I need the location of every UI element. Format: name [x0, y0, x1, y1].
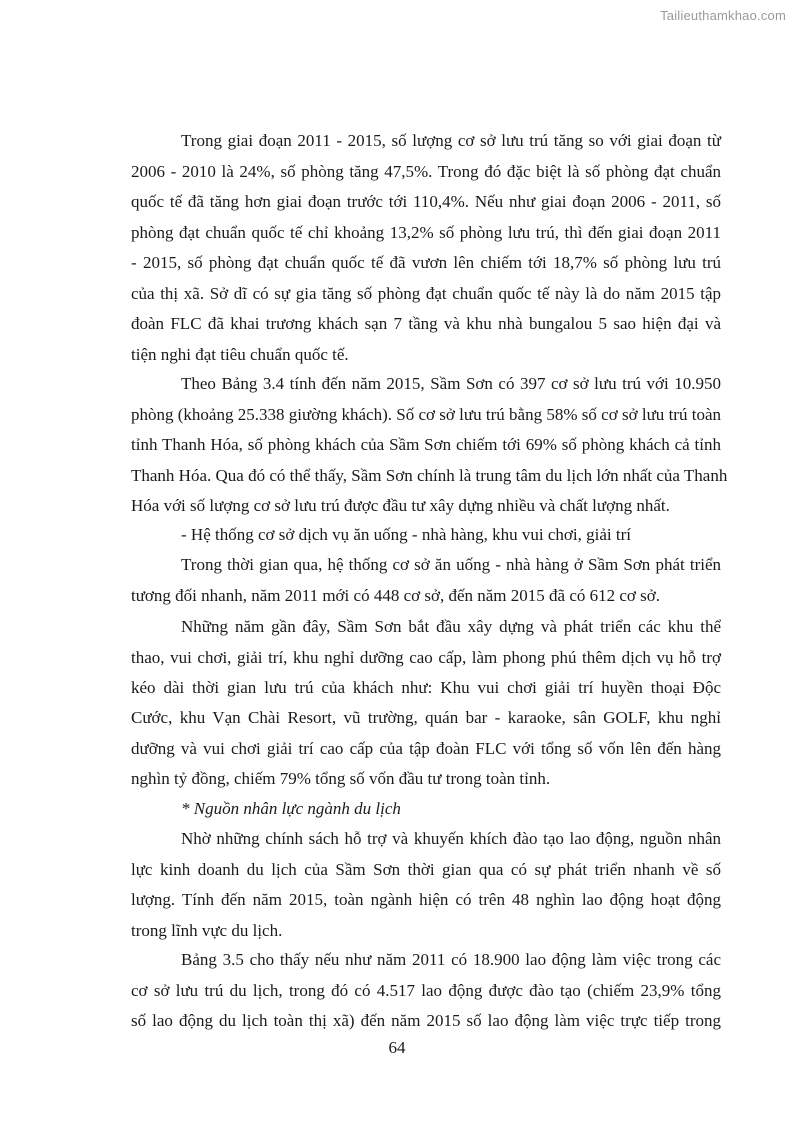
- paragraph-line: thao, vui chơi, giải trí, khu nghỉ dưỡng cao cấp, làm phong phú thêm dịch vụ hỗ trợ: [131, 648, 721, 667]
- paragraph-line: tỉnh Thanh Hóa, số phòng khách của Sầm Sơn chiếm tới 69% số phòng khách cả tỉnh: [131, 435, 721, 454]
- page-number: 64: [388, 1038, 406, 1057]
- paragraph-line: quốc tế đã tăng hơn giai đoạn trước tới 110,4%. Nếu như giai đoạn 2006 - 2011, số: [131, 192, 721, 211]
- paragraph-line: của thị xã. Sở dĩ có sự gia tăng số phòng đạt chuẩn quốc tế này là do năm 2015 tập: [131, 284, 721, 303]
- paragraph-line: Nhờ những chính sách hỗ trợ và khuyến khích đào tạo lao động, nguồn nhân: [181, 829, 721, 848]
- section-heading: * Nguồn nhân lực ngành du lịch: [181, 799, 401, 818]
- paragraph-line: trong lĩnh vực du lịch.: [131, 921, 283, 940]
- paragraph-line: Cước, khu Vạn Chài Resort, vũ trường, quán bar - karaoke, sân GOLF, khu nghỉ: [131, 708, 721, 727]
- paragraph-line: Thanh Hóa. Qua đó có thể thấy, Sầm Sơn chính là trung tâm du lịch lớn nhất của Thanh: [131, 466, 728, 485]
- paragraph-line: cơ sở lưu trú du lịch, trong đó có 4.517 lao động được đào tạo (chiếm 23,9% tổng: [131, 981, 721, 1000]
- paragraph-line: dưỡng và vui chơi giải trí cao cấp của tập đoàn FLC với tổng số vốn lên đến hàng: [131, 739, 721, 758]
- paragraph-line: đoàn FLC đã khai trương khách sạn 7 tầng và khu nhà bungalou 5 sao hiện đại và: [131, 314, 721, 333]
- paragraph-line: Trong thời gian qua, hệ thống cơ sở ăn uống - nhà hàng ở Sầm Sơn phát triển: [181, 555, 721, 574]
- list-item-heading: - Hệ thống cơ sở dịch vụ ăn uống - nhà hàng, khu vui chơi, giải trí: [181, 525, 631, 544]
- paragraph-line: Bảng 3.5 cho thấy nếu như năm 2011 có 18.900 lao động làm việc trong các: [181, 950, 721, 969]
- paragraph-line: - 2015, số phòng đạt chuẩn quốc tế đã vươn lên chiếm tới 18,7% số phòng lưu trú: [131, 253, 721, 272]
- paragraph-line: 2006 - 2010 là 24%, số phòng tăng 47,5%. Trong đó đặc biệt là số phòng đạt chuẩn: [131, 162, 721, 181]
- paragraph-line: Theo Bảng 3.4 tính đến năm 2015, Sầm Sơn có 397 cơ sở lưu trú với 10.950: [181, 374, 721, 393]
- paragraph-line: tương đối nhanh, năm 2011 mới có 448 cơ sở, đến năm 2015 đã có 612 cơ sở.: [131, 586, 661, 605]
- paragraph-line: số lao động du lịch toàn thị xã) đến năm 2015 số lao động làm việc trực tiếp trong: [131, 1011, 721, 1030]
- paragraph-line: phòng đạt chuẩn quốc tế chỉ khoảng 13,2% số phòng lưu trú, thì đến giai đoạn 2011: [131, 223, 721, 242]
- paragraph-line: phòng (khoảng 25.338 giường khách). Số cơ sở lưu trú bằng 58% số cơ sở lưu trú toàn: [131, 405, 721, 424]
- paragraph-line: lực kinh doanh du lịch của Sầm Sơn thời gian qua có sự phát triển nhanh về số: [131, 860, 721, 879]
- paragraph-line: lượng. Tính đến năm 2015, toàn ngành hiện có trên 48 nghìn lao động hoạt động: [131, 890, 721, 909]
- paragraph-line: Hóa với số lượng cơ sở lưu trú được đầu tư xây dựng nhiều và chất lượng nhất.: [131, 496, 670, 515]
- paragraph-line: kéo dài thời gian lưu trú của khách như: Khu vui chơi giải trí huyền thoại Độc: [131, 678, 721, 697]
- paragraph-line: nghìn tỷ đồng, chiếm 79% tổng số vốn đầu tư trong toàn tỉnh.: [131, 769, 551, 788]
- paragraph-line: tiện nghi đạt tiêu chuẩn quốc tế.: [131, 345, 349, 364]
- paragraph-line: Những năm gần đây, Sầm Sơn bắt đầu xây dựng và phát triển các khu thể: [181, 617, 721, 636]
- paragraph-line: Trong giai đoạn 2011 - 2015, số lượng cơ sở lưu trú tăng so với giai đoạn từ: [181, 131, 721, 150]
- watermark-text: Tailieuthamkhao.com: [660, 8, 786, 23]
